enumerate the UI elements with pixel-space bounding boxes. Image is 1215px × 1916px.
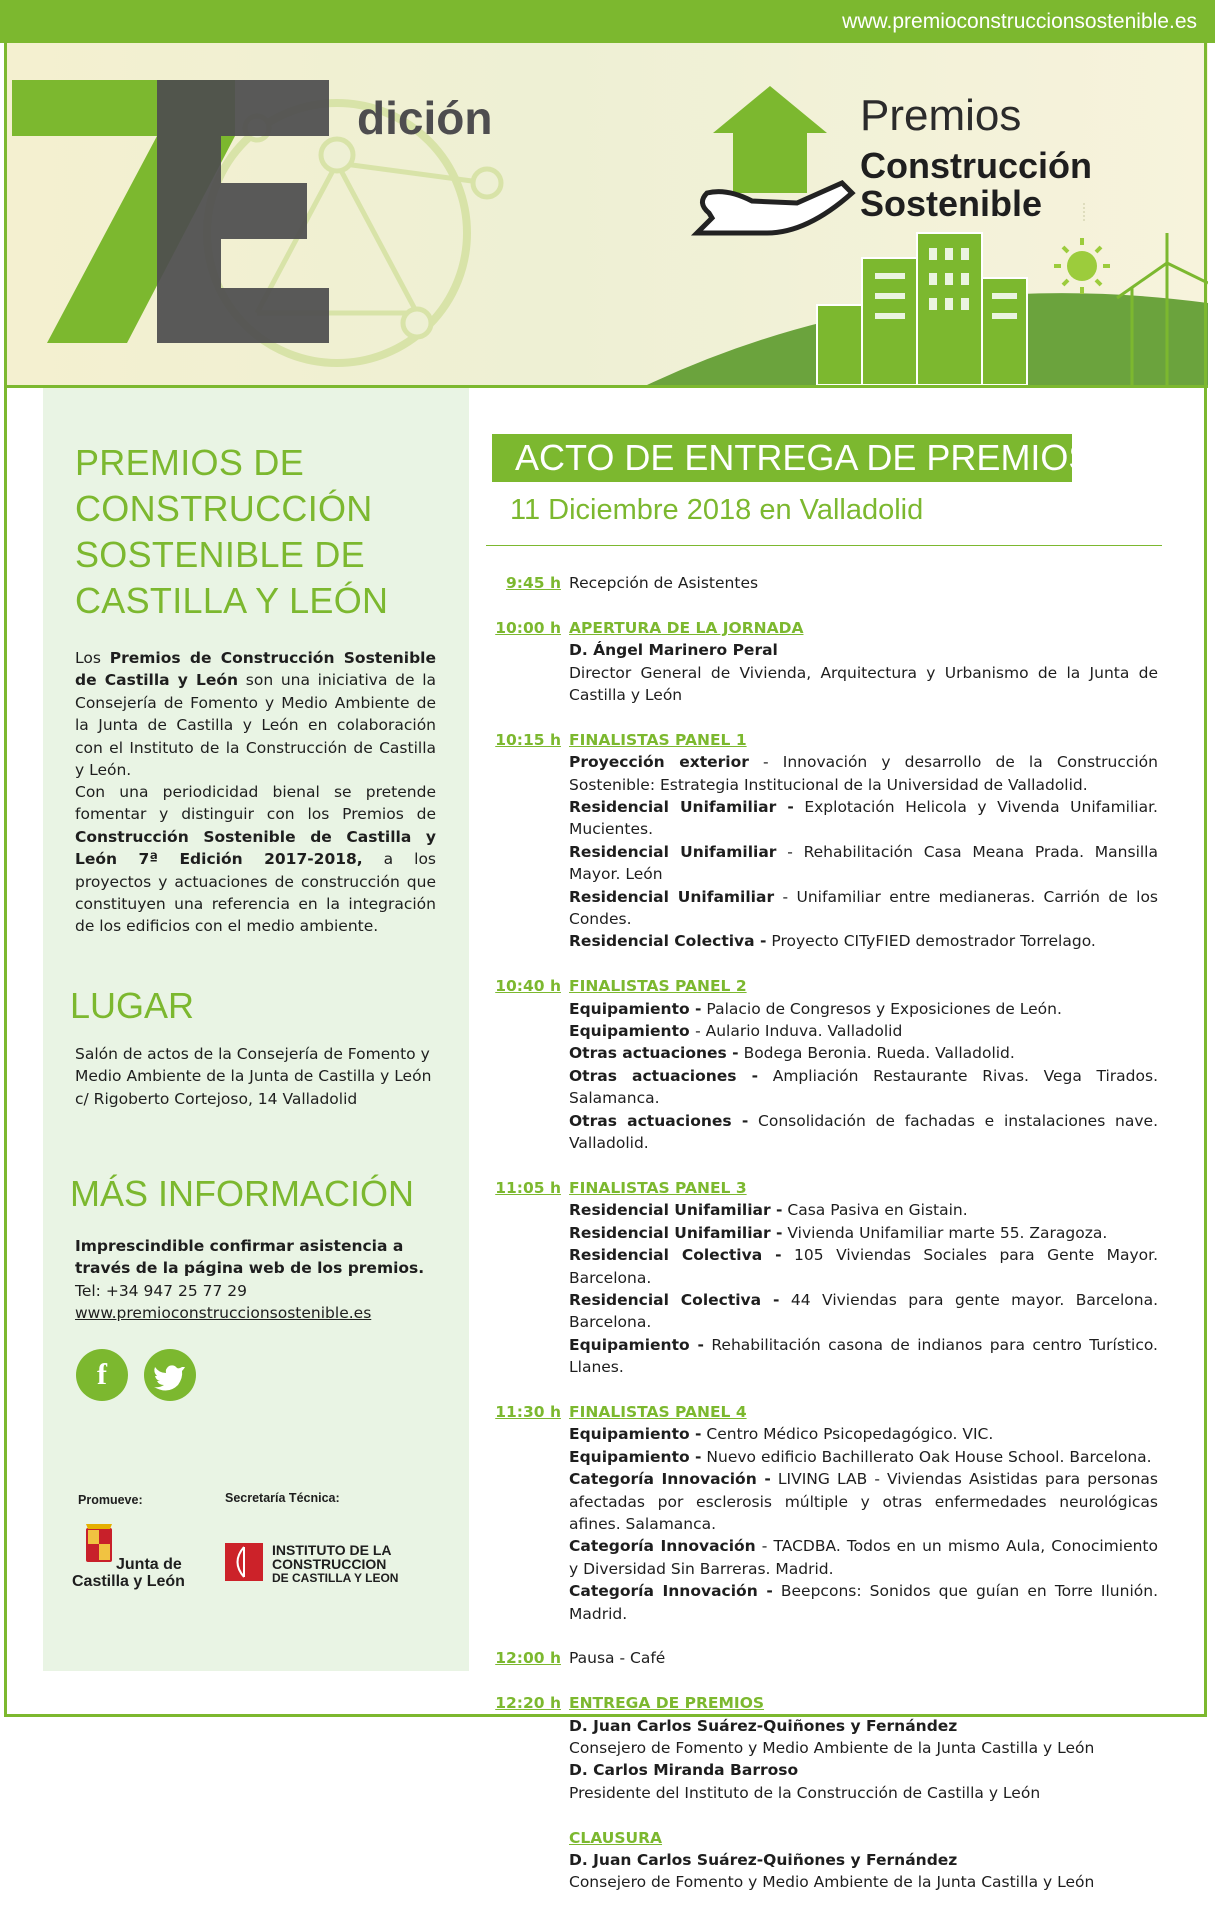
schedule-item <box>569 796 1158 841</box>
sidebar-heading-line: PREMIOS DE <box>75 442 305 483</box>
schedule-item-description: Explotación Helicola y Vivenda Unifamiliar. Mucientes. <box>569 798 1158 839</box>
schedule-item-description: 105 Viviendas Sociales para Gente Mayor. Barcelona. <box>569 1246 1158 1287</box>
schedule-item-description: Rehabilitación Casa Meana Prada. Mansilla Mayor. León <box>569 842 1158 884</box>
schedule-time: 12:00 h <box>495 1649 561 1668</box>
intro-p2-text-end: a los proyectos y actuaciones de construcción que constituyen una referencia en la integración de los edificios con el medio ambiente. <box>75 850 437 936</box>
lugar-line: Medio Ambiente de la Junta de Castilla y León <box>75 1067 432 1086</box>
schedule-item <box>569 1110 1158 1155</box>
schedule-item-category: Equipamiento - <box>569 1425 702 1444</box>
schedule-time: 12:20 h <box>495 1694 561 1713</box>
schedule-person: D. Ángel Marinero Peral <box>569 641 778 660</box>
brand-sostenible: Sostenible <box>860 183 1043 224</box>
schedule-item-category: Residencial Unifamiliar - <box>569 798 794 817</box>
schedule-block <box>490 1692 1158 1804</box>
promueve-label: Promueve: <box>78 1493 143 1507</box>
sidebar-heading-line: CASTILLA Y LEÓN <box>75 580 389 621</box>
schedule-section-title: APERTURA DE LA JORNADA <box>569 618 804 637</box>
schedule-block <box>490 1827 1158 1894</box>
sidebar-heading-line: CONSTRUCCIÓN <box>75 488 373 529</box>
schedule-item <box>569 1423 1158 1445</box>
schedule-item-category: Residencial Colectiva - <box>569 1290 780 1309</box>
schedule-time: 9:45 h <box>506 574 561 592</box>
date-divider <box>486 545 1162 546</box>
schedule-body <box>569 1177 1158 1379</box>
schedule-time: 10:00 h <box>495 618 561 637</box>
instituto-line: DE CASTILLA Y LEON <box>272 1571 399 1585</box>
schedule-item <box>569 1289 1158 1334</box>
schedule-body <box>569 1401 1158 1625</box>
program-schedule <box>490 572 1158 1916</box>
schedule-section-title: CLAUSURA <box>569 1828 663 1847</box>
schedule-item-description: Unifamiliar entre medianeras. Carrión de los Condes. <box>569 887 1158 929</box>
schedule-time: 10:40 h <box>495 977 561 996</box>
schedule-block <box>490 617 1158 707</box>
schedule-item: Residencial Unifamiliar - Unifamiliar entre medianeras. Carrión de los Condes. <box>569 887 1158 929</box>
schedule-item <box>569 1446 1158 1468</box>
schedule-body <box>569 1647 1158 1669</box>
schedule-item-category: Equipamiento - <box>569 1335 704 1354</box>
schedule-item <box>569 998 1158 1020</box>
schedule-body <box>569 975 1158 1154</box>
schedule-item-description: TACDBA. Todos en un mismo Aula, Conocimiento y Diversidad Sin Barreras. Madrid. <box>569 1537 1158 1578</box>
schedule-section-title: FINALISTAS PANEL 2 <box>569 977 747 996</box>
schedule-item-description: Innovación y desarrollo de la Construcción Sostenible: Estrategia Institucional de la Universidad de Valladolid. <box>569 753 1158 794</box>
schedule-item-description: Bodega Beronia. Rueda. Valladolid. <box>743 1044 1015 1063</box>
intro-paragraph-2 <box>75 781 436 938</box>
schedule-block <box>490 1177 1158 1379</box>
schedule-item-description: Casa Pasiva en Gistain. <box>787 1201 968 1220</box>
schedule-time: 11:05 h <box>495 1178 561 1197</box>
schedule-item <box>569 1042 1158 1064</box>
schedule-item: Proyección exterior - Innovación y desarrollo de la Construcción Sostenible: Estrategia Institucional de la Universidad de Valladolid. <box>569 753 1158 794</box>
secretaria-label: Secretaría Técnica: <box>225 1491 340 1505</box>
intro-p2-bold: Construcción Sostenible de Castilla y León 7ª Edición 2017-2018, <box>75 827 436 869</box>
lugar-title: LUGAR <box>70 985 195 1026</box>
schedule-item <box>569 1199 1158 1221</box>
schedule-item-category: Residencial Unifamiliar <box>569 842 777 861</box>
schedule-section-title: FINALISTAS PANEL 3 <box>569 1178 747 1197</box>
schedule-item-description: Rehabilitación casona de indianos para centro Turístico. Llanes. <box>569 1335 1158 1377</box>
schedule-item-category: Residencial Unifamiliar <box>569 887 775 906</box>
schedule-item-category: Categoría Innovación - <box>569 1470 771 1489</box>
schedule-role: Director General de Vivienda, Arquitectura y Urbanismo de la Junta de Castilla y León <box>569 663 1158 705</box>
junta-line: Junta de <box>116 1556 182 1573</box>
facebook-icon: f <box>97 1358 107 1391</box>
instituto-logo-icon <box>225 1543 265 1583</box>
sidebar-heading-line: SOSTENIBLE DE <box>75 534 365 575</box>
schedule-item-description: Palacio de Congresos y Exposiciones de León. <box>706 999 1062 1018</box>
schedule-item <box>569 930 1158 952</box>
intro-p1-bold: Premios de Construcción Sostenible de Castilla y León <box>75 649 436 690</box>
schedule-item <box>569 1065 1158 1110</box>
intro-p1-text: Los <box>75 649 110 667</box>
schedule-item-category: Otras actuaciones - <box>569 1044 739 1063</box>
lugar-line: c/ Rigoberto Cortejoso, 14 Valladolid <box>75 1089 358 1108</box>
info-title: MÁS INFORMACIÓN <box>70 1173 415 1214</box>
schedule-section-title: FINALISTAS PANEL 4 <box>569 1402 747 1421</box>
schedule-person: D. Carlos Miranda Barroso <box>569 1761 799 1780</box>
schedule-role: Presidente del Instituto de la Construcción de Castilla y León <box>569 1783 1041 1802</box>
info-url-link[interactable]: www.premioconstruccionsostenible.es <box>75 1304 372 1323</box>
schedule-body <box>569 729 1158 953</box>
brand-construccion: Construcción <box>860 145 1093 186</box>
schedule-block <box>490 1647 1158 1669</box>
schedule-block <box>490 572 1158 594</box>
info-tel: Tel: +34 947 25 77 29 <box>75 1281 247 1300</box>
schedule-item-category: Otras actuaciones - <box>569 1111 749 1130</box>
brand-premios: Premios <box>860 91 1022 140</box>
schedule-item <box>569 1222 1158 1244</box>
junta-logo-text <box>72 1556 185 1590</box>
schedule-item: Equipamiento - Aulario Induva. Valladolid <box>569 1022 903 1041</box>
schedule-block <box>490 1401 1158 1625</box>
instituto-line: CONSTRUCCION <box>272 1556 387 1572</box>
schedule-body <box>569 572 1158 594</box>
schedule-item-description: LIVING LAB - Viviendas Asistidas para personas afectadas por esclerosis múltiple y otras enfermedades neurológicas afines. Salamanca. <box>569 1470 1158 1533</box>
header-url[interactable]: www.premioconstruccionsostenible.es <box>842 10 1197 33</box>
schedule-block <box>490 975 1158 1154</box>
facebook-button[interactable] <box>76 1349 128 1401</box>
schedule-person: D. Juan Carlos Suárez-Quiñones y Fernández <box>569 1851 958 1870</box>
schedule-item-description: Aulario Induva. Valladolid <box>705 1022 903 1041</box>
schedule-item-category: Residencial Colectiva - <box>569 1246 782 1265</box>
schedule-item-category: Equipamiento - <box>569 1447 702 1466</box>
schedule-item-category: Categoría Innovación <box>569 1537 756 1556</box>
schedule-item-description: Ampliación Restaurante Rivas. Vega Tirados. Salamanca. <box>569 1066 1158 1108</box>
info-bold: Imprescindible confirmar asistencia a través de la página web de los premios. <box>75 1237 425 1278</box>
schedule-item-category: Residencial Unifamiliar - <box>569 1201 783 1220</box>
twitter-icon <box>144 1349 196 1401</box>
schedule-item-category: Residencial Colectiva - <box>569 932 767 951</box>
schedule-text: Recepción de Asistentes <box>569 574 759 592</box>
schedule-person: D. Juan Carlos Suárez-Quiñones y Fernández <box>569 1716 958 1735</box>
schedule-item: Residencial Unifamiliar - Rehabilitación Casa Meana Prada. Mansilla Mayor. León <box>569 842 1158 884</box>
schedule-block <box>490 729 1158 953</box>
intro-p2-text: Con una periodicidad bienal se pretende fomentar y distinguir con los Premios de <box>75 783 436 824</box>
schedule-section-title: FINALISTAS PANEL 1 <box>569 730 747 749</box>
schedule-role: Consejero de Fomento y Medio Ambiente de la Junta Castilla y León <box>569 1873 1095 1892</box>
schedule-item: Categoría Innovación - TACDBA. Todos en un mismo Aula, Conocimiento y Diversidad Sin Barreras. Madrid. <box>569 1537 1158 1578</box>
schedule-body <box>569 617 1158 707</box>
program-date: 11 Diciembre 2018 en Valladolid <box>510 494 924 526</box>
schedule-item <box>569 1244 1158 1289</box>
schedule-item-category: Categoría Innovación - <box>569 1582 773 1601</box>
schedule-item <box>569 1468 1158 1535</box>
schedule-item-category: Proyección exterior <box>569 753 749 772</box>
edition-suffix: dición <box>357 92 493 144</box>
junta-line: Castilla y León <box>72 1573 185 1590</box>
lugar-address <box>75 1043 445 1110</box>
schedule-body <box>569 1827 1158 1894</box>
schedule-item-description: Centro Médico Psicopedagógico. VIC. <box>706 1425 994 1444</box>
schedule-time: 10:15 h <box>495 730 561 749</box>
schedule-item-description: Beepcons: Sonidos que guían en Torre Ilunión. Madrid. <box>569 1582 1158 1623</box>
instituto-line: INSTITUTO DE LA <box>272 1542 392 1558</box>
schedule-item-category: Otras actuaciones - <box>569 1066 759 1085</box>
schedule-item <box>569 1334 1158 1379</box>
schedule-item-category: Residencial Unifamiliar - <box>569 1223 783 1242</box>
info-block <box>75 1235 440 1325</box>
intro-p1-text-end: son una iniciativa de la Consejería de Fomento y Medio Ambiente de la Junta de Castilla y León en colaboración con el Instituto de la Construcción de Castilla y León. <box>75 671 436 780</box>
schedule-item-description: 44 Viviendas para gente mayor. Barcelona. Barcelona. <box>569 1290 1159 1332</box>
schedule-text: Pausa - Café <box>569 1649 666 1668</box>
schedule-body <box>569 1692 1158 1804</box>
schedule-item <box>569 1580 1158 1625</box>
schedule-item-description: Consolidación de fachadas e instalaciones nave. Valladolid. <box>569 1111 1158 1153</box>
schedule-section-title: ENTREGA DE PREMIOS <box>569 1694 765 1713</box>
intro-paragraph-1 <box>75 647 436 781</box>
schedule-role: Consejero de Fomento y Medio Ambiente de la Junta Castilla y León <box>569 1739 1095 1758</box>
schedule-item-description: Vivienda Unifamiliar marte 55. Zaragoza. <box>787 1223 1108 1242</box>
sidebar-heading <box>75 440 455 624</box>
instituto-logo-text <box>272 1543 398 1585</box>
program-title: ACTO DE ENTREGA DE PREMIOS <box>515 437 1093 478</box>
twitter-button[interactable] <box>144 1349 196 1401</box>
schedule-item-category: Equipamiento - <box>569 999 702 1018</box>
schedule-item-description: Nuevo edificio Bachillerato Oak House School. Barcelona. <box>706 1447 1152 1466</box>
schedule-item-description: Proyecto CITyFIED demostrador Torrelago. <box>771 932 1096 951</box>
schedule-time: 11:30 h <box>495 1402 561 1421</box>
schedule-item-category: Equipamiento <box>569 1022 696 1041</box>
lugar-line: Salón de actos de la Consejería de Fomento y <box>75 1045 430 1063</box>
